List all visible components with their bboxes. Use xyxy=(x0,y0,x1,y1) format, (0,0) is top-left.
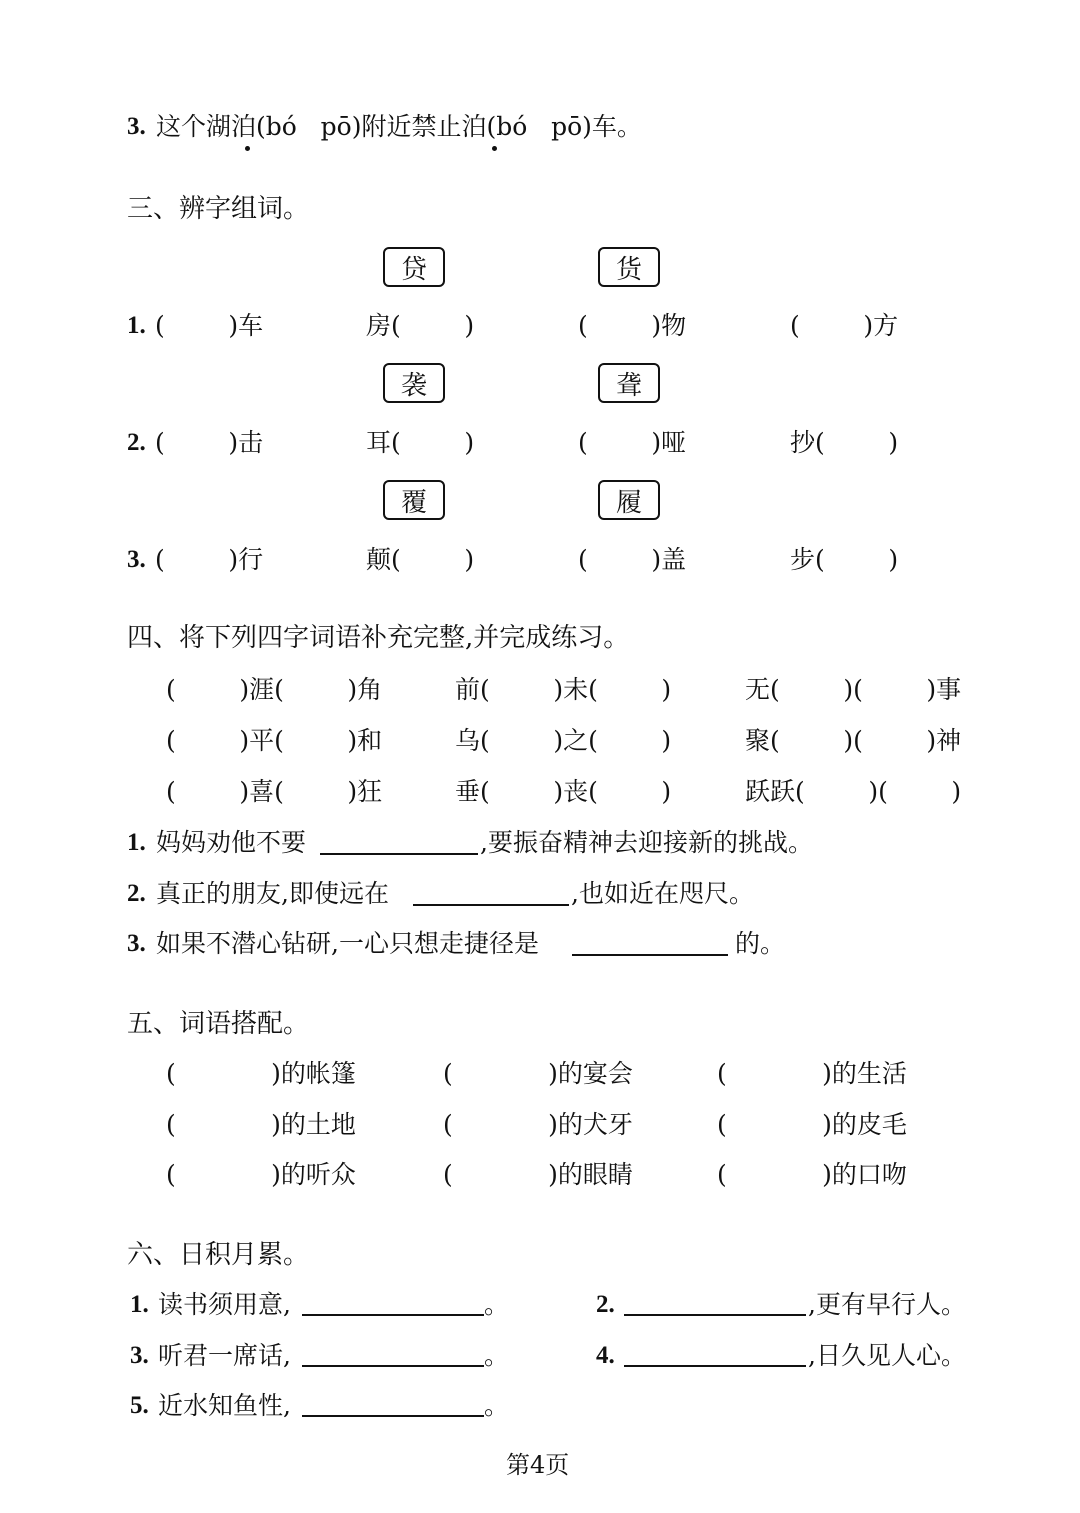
char-box: 货 xyxy=(598,247,660,287)
emphasis-dot xyxy=(245,146,250,151)
proverb-before: 读书须用意, xyxy=(158,1290,291,1319)
page-number: 第4页 xyxy=(506,1451,570,1479)
blank-cell[interactable]: ( )车 xyxy=(155,311,264,340)
match-blank[interactable]: ( )的生活 xyxy=(717,1059,907,1088)
question-number: 3. xyxy=(127,113,146,140)
proverb-number: 5. xyxy=(130,1392,149,1419)
proverb-after: 。 xyxy=(484,1391,510,1420)
sentence-number: 3. xyxy=(127,930,146,957)
answer-line[interactable] xyxy=(624,1365,806,1367)
match-blank[interactable]: ( )的听众 xyxy=(166,1160,356,1189)
char-box: 贷 xyxy=(383,247,445,287)
section-6-heading: 六、日积月累。 xyxy=(127,1240,310,1270)
char-box: 聋 xyxy=(598,363,660,403)
proverb-after: 。 xyxy=(484,1290,510,1319)
char-box: 履 xyxy=(598,480,660,520)
char-box: 袭 xyxy=(383,363,445,403)
match-blank[interactable]: ( )的眼睛 xyxy=(443,1160,633,1189)
section-4-heading: 四、将下列四字词语补充完整,并完成练习。 xyxy=(127,623,630,653)
proverb-before: 近水知鱼性, xyxy=(158,1391,291,1420)
proverb-number: 1. xyxy=(130,1291,149,1318)
proverb-number: 4. xyxy=(596,1342,615,1369)
sentence-number: 1. xyxy=(127,829,146,856)
sentence-before: 妈妈劝他不要 xyxy=(156,828,307,857)
section-5-heading: 五、词语搭配。 xyxy=(127,1009,310,1039)
sentence-after: 的。 xyxy=(735,929,786,958)
match-blank[interactable]: ( )的帐篷 xyxy=(166,1059,356,1088)
blank-cell[interactable]: 抄( ) xyxy=(790,428,899,457)
proverb-number: 2. xyxy=(596,1291,615,1318)
sentence-before: 如果不潜心钻研,一心只想走捷径是 xyxy=(156,929,539,958)
blank-cell[interactable]: 耳( ) xyxy=(366,428,475,457)
idiom-blank[interactable]: 乌( )之( ) xyxy=(455,726,672,755)
idiom-blank[interactable]: 跃跃( )( ) xyxy=(745,777,962,806)
blank-cell[interactable]: ( )方 xyxy=(790,311,899,340)
sentence-after: ,也如近在咫尺。 xyxy=(571,879,754,908)
blank-cell[interactable]: ( )盖 xyxy=(578,545,687,574)
match-blank[interactable]: ( )的口吻 xyxy=(717,1160,907,1189)
idiom-blank[interactable]: 垂( )丧( ) xyxy=(455,777,672,806)
group-number: 3. xyxy=(127,546,146,573)
idiom-blank[interactable]: 无( )( )事 xyxy=(745,675,962,704)
idiom-blank[interactable]: 聚( )( )神 xyxy=(745,726,962,755)
answer-line[interactable] xyxy=(624,1314,806,1316)
blank-cell[interactable]: 房( ) xyxy=(366,311,475,340)
match-blank[interactable]: ( )的犬牙 xyxy=(443,1110,633,1139)
proverb-after: ,日久见人心。 xyxy=(808,1341,966,1370)
proverb-before: 听君一席话, xyxy=(158,1341,291,1370)
proverb-after: ,更有早行人。 xyxy=(808,1290,966,1319)
blank-cell[interactable]: ( )行 xyxy=(155,545,264,574)
emphasis-dot xyxy=(492,146,497,151)
group-number: 1. xyxy=(127,312,146,339)
proverb-after: 。 xyxy=(484,1341,510,1370)
idiom-blank[interactable]: ( )喜( )狂 xyxy=(166,777,383,806)
match-blank[interactable]: ( )的宴会 xyxy=(443,1059,633,1088)
sentence-after: ,要振奋精神去迎接新的挑战。 xyxy=(480,828,813,857)
idiom-blank[interactable]: 前( )未( ) xyxy=(455,675,672,704)
answer-line[interactable] xyxy=(572,954,728,956)
blank-cell[interactable]: 步( ) xyxy=(790,545,899,574)
proverb-number: 3. xyxy=(130,1342,149,1369)
char-box: 覆 xyxy=(383,480,445,520)
answer-line[interactable] xyxy=(302,1314,484,1316)
sentence-before: 真正的朋友,即使远在 xyxy=(156,879,389,908)
blank-cell[interactable]: ( )物 xyxy=(578,311,687,340)
answer-line[interactable] xyxy=(320,853,478,855)
idiom-blank[interactable]: ( )涯( )角 xyxy=(166,675,383,704)
blank-cell[interactable]: 颠( ) xyxy=(366,545,475,574)
answer-line[interactable] xyxy=(302,1415,484,1417)
group-number: 2. xyxy=(127,429,146,456)
blank-cell[interactable]: ( )哑 xyxy=(578,428,687,457)
match-blank[interactable]: ( )的皮毛 xyxy=(717,1110,907,1139)
idiom-blank[interactable]: ( )平( )和 xyxy=(166,726,383,755)
question-text: 这个湖泊(bó pō)附近禁止泊(bó pō)车。 xyxy=(156,112,642,141)
section-3-heading: 三、辨字组词。 xyxy=(127,194,310,224)
blank-cell[interactable]: ( )击 xyxy=(155,428,264,457)
match-blank[interactable]: ( )的土地 xyxy=(166,1110,356,1139)
sentence-number: 2. xyxy=(127,880,146,907)
answer-line[interactable] xyxy=(413,904,569,906)
answer-line[interactable] xyxy=(302,1365,484,1367)
